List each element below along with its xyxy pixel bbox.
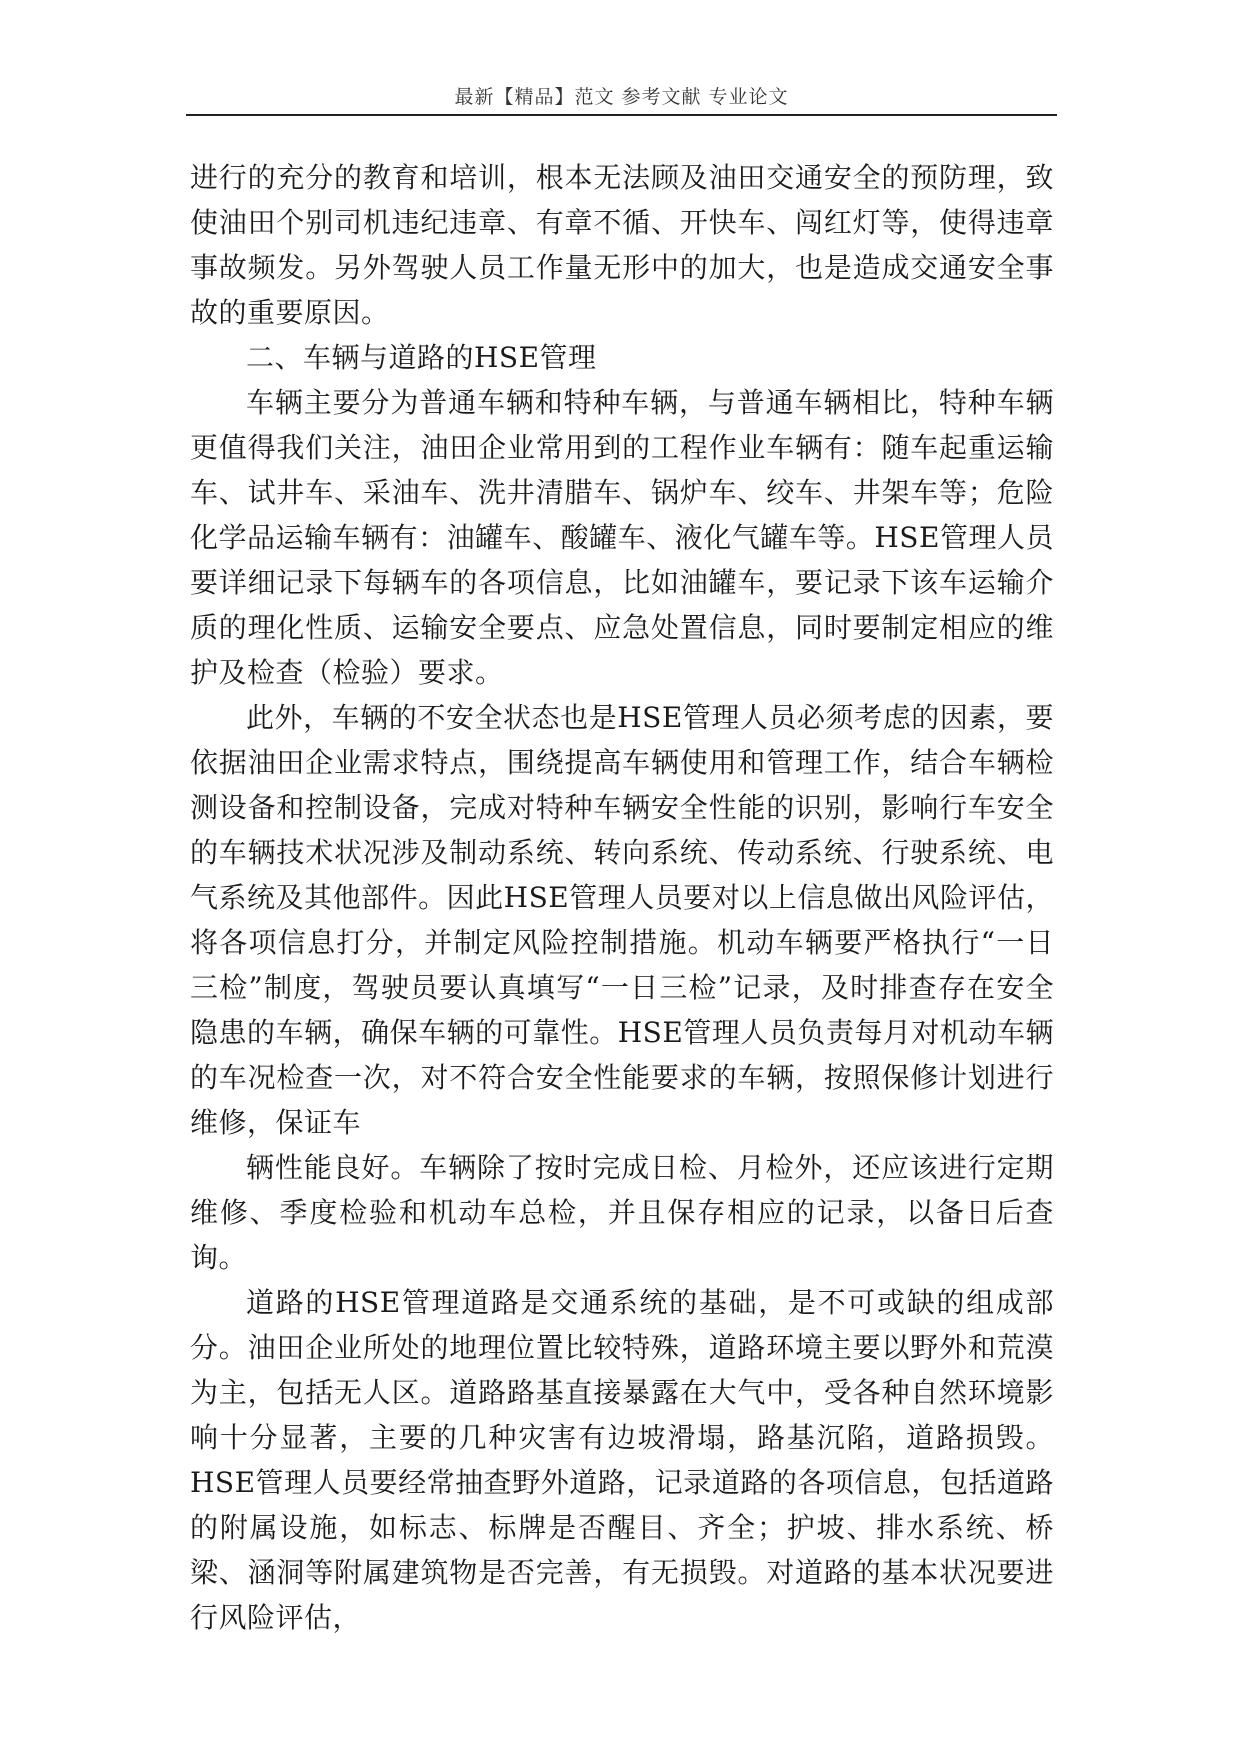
- paragraph: 道路的HSE管理道路是交通系统的基础，是不可或缺的组成部分。油田企业所处的地理位置比较特殊，道路环境主要以野外和荒漠为主，包括无人区。道路路基直接暴露在大气中，受各种自然环境影响十分显著，主要的几种灾害有边坡滑塌，路基沉陷，道路损毁。HSE管理人员要经常抽查野外道路，记录道路的各项信息，包括道路的附属设施，如标志、标牌是否醒目、齐全；护坡、排水系统、桥梁、涵洞等附属建筑物是否完善，有无损毁。对道路的基本状况要进行风险评估，: [190, 1286, 1054, 1634]
- document-body: [190, 155, 1054, 1640]
- page-header: 最新【精品】范文 参考文献 专业论文: [454, 86, 789, 108]
- header-divider: [186, 114, 1057, 116]
- paragraph: 车辆主要分为普通车辆和特种车辆，与普通车辆相比，特种车辆更值得我们关注，油田企业常用到的工程作业车辆有：随车起重运输车、试井车、采油车、洗井清腊车、锅炉车、绞车、井架车等；危险化学品运输车辆有：油罐车、酸罐车、液化气罐车等。HSE管理人员要详细记录下每辆车的各项信息，比如油罐车，要记录下该车运输介质的理化性质、运输安全要点、应急处置信息，同时要制定相应的维护及检查（检验）要求。: [190, 386, 1054, 689]
- section-heading: 二、车辆与道路的HSE管理: [246, 341, 597, 374]
- paragraph: 进行的充分的教育和培训，根本无法顾及油田交通安全的预防理，致使油田个别司机违纪违章、有章不循、开快车、闯红灯等，使得违章事故频发。另外驾驶人员工作量无形中的加大，也是造成交通安全事故的重要原因。: [190, 161, 1054, 329]
- paragraph: 此外，车辆的不安全状态也是HSE管理人员必须考虑的因素，要依据油田企业需求特点，围绕提高车辆使用和管理工作，结合车辆检测设备和控制设备，完成对特种车辆安全性能的识别，影响行车安全的车辆技术状况涉及制动系统、转向系统、传动系统、行驶系统、电气系统及其他部件。因此HSE管理人员要对以上信息做出风险评估，将各项信息打分，并制定风险控制措施。机动车辆要严格执行“一日三检”制度，驾驶员要认真填写“一日三检”记录，及时排查存在安全隐患的车辆，确保车辆的可靠性。HSE管理人员负责每月对机动车辆的车况检查一次，对不符合安全性能要求的车辆，按照保修计划进行维修，保证车: [190, 701, 1054, 1139]
- paragraph: 辆性能良好。车辆除了按时完成日检、月检外，还应该进行定期维修、季度检验和机动车总检，并且保存相应的记录，以备日后查询。: [190, 1151, 1054, 1274]
